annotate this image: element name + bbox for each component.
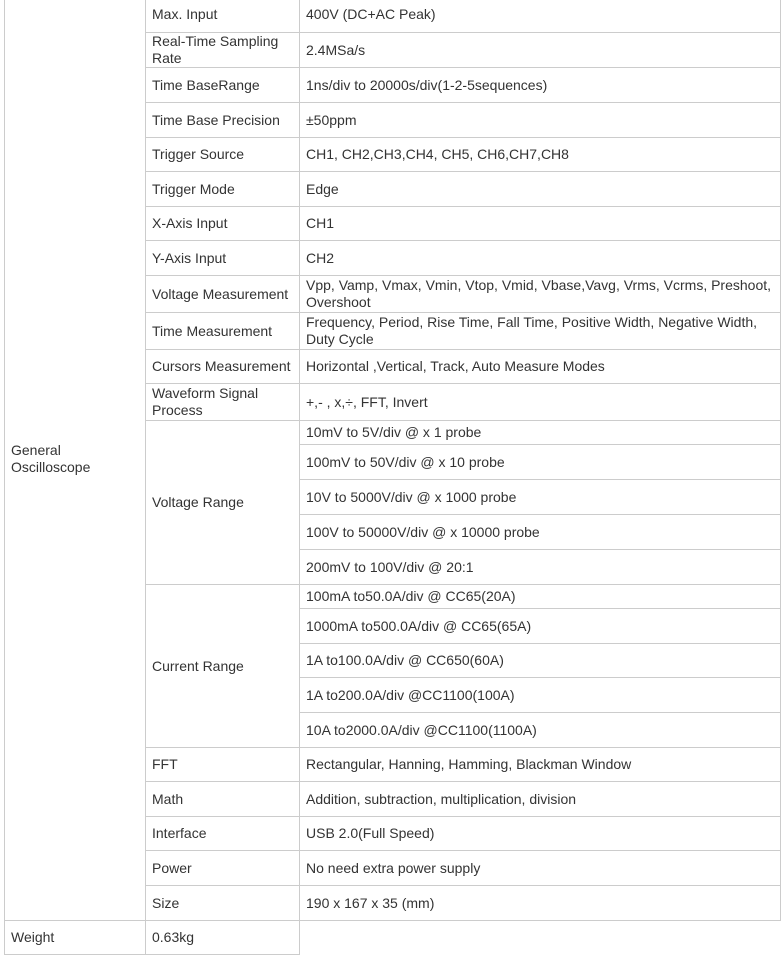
row-label: Y-Axis Input bbox=[146, 241, 300, 276]
row-value: No need extra power supply bbox=[300, 851, 781, 886]
row-value: 0.63kg bbox=[146, 921, 300, 955]
row-label: X-Axis Input bbox=[146, 207, 300, 241]
row-value: Rectangular, Hanning, Hamming, Blackman Window bbox=[300, 748, 781, 782]
current-range-value: 1000mA to500.0A/div @ CC65(65A) bbox=[300, 609, 781, 644]
row-label: Trigger Mode bbox=[146, 172, 300, 207]
voltage-range-value: 100mV to 50V/div @ x 10 probe bbox=[300, 445, 781, 480]
current-range-value: 1A to100.0A/div @ CC650(60A) bbox=[300, 644, 781, 678]
row-label: FFT bbox=[146, 748, 300, 782]
row-label: Waveform Signal Process bbox=[146, 384, 300, 421]
row-label: Time BaseRange bbox=[146, 68, 300, 103]
row-value: Horizontal ,Vertical, Track, Auto Measure Modes bbox=[300, 350, 781, 384]
current-range-value: 10A to2000.0A/div @CC1100(1100A) bbox=[300, 713, 781, 748]
current-range-value: 100mA to50.0A/div @ CC65(20A) bbox=[300, 585, 781, 609]
row-label: Cursors Measurement bbox=[146, 350, 300, 384]
row-label: Size bbox=[146, 886, 300, 921]
row-value: 190 x 167 x 35 (mm) bbox=[300, 886, 781, 921]
row-value: ±50ppm bbox=[300, 103, 781, 138]
row-label: Math bbox=[146, 782, 300, 817]
current-range-value: 1A to200.0A/div @CC1100(100A) bbox=[300, 678, 781, 713]
row-value: +,- , x,÷, FFT, Invert bbox=[300, 384, 781, 421]
row-label: Real-Time Sampling Rate bbox=[146, 33, 300, 68]
row-label: Trigger Source bbox=[146, 138, 300, 172]
voltage-range-value: 10mV to 5V/div @ x 1 probe bbox=[300, 421, 781, 445]
row-label: Interface bbox=[146, 817, 300, 851]
section-label: General Oscilloscope bbox=[5, 0, 146, 921]
row-label: Time Base Precision bbox=[146, 103, 300, 138]
row-value: CH2 bbox=[300, 241, 781, 276]
row-value: 1ns/div to 20000s/div(1-2-5sequences) bbox=[300, 68, 781, 103]
row-label: Max. Input bbox=[146, 0, 300, 33]
row-label: Weight bbox=[5, 921, 146, 955]
row-value: Vpp, Vamp, Vmax, Vmin, Vtop, Vmid, Vbase,Vavg, Vrms, Vcrms, Preshoot, Overshoot bbox=[300, 276, 781, 313]
row-value: CH1 bbox=[300, 207, 781, 241]
row-label: Power bbox=[146, 851, 300, 886]
row-value: Edge bbox=[300, 172, 781, 207]
voltage-range-value: 200mV to 100V/div @ 20:1 bbox=[300, 550, 781, 585]
row-label: Voltage Measurement bbox=[146, 276, 300, 313]
voltage-range-label: Voltage Range bbox=[146, 421, 300, 585]
row-value: 400V (DC+AC Peak) bbox=[300, 0, 781, 33]
spec-table bbox=[4, 0, 781, 955]
table-row bbox=[5, 921, 781, 955]
row-value: CH1, CH2,CH3,CH4, CH5, CH6,CH7,CH8 bbox=[300, 138, 781, 172]
row-value: 2.4MSa/s bbox=[300, 33, 781, 68]
table-row bbox=[5, 0, 781, 33]
row-value: USB 2.0(Full Speed) bbox=[300, 817, 781, 851]
voltage-range-value: 10V to 5000V/div @ x 1000 probe bbox=[300, 480, 781, 515]
voltage-range-value: 100V to 50000V/div @ x 10000 probe bbox=[300, 515, 781, 550]
current-range-label: Current Range bbox=[146, 585, 300, 748]
row-value: Frequency, Period, Rise Time, Fall Time, Positive Width, Negative Width, Duty Cycle bbox=[300, 313, 781, 350]
row-label: Time Measurement bbox=[146, 313, 300, 350]
row-value: Addition, subtraction, multiplication, division bbox=[300, 782, 781, 817]
